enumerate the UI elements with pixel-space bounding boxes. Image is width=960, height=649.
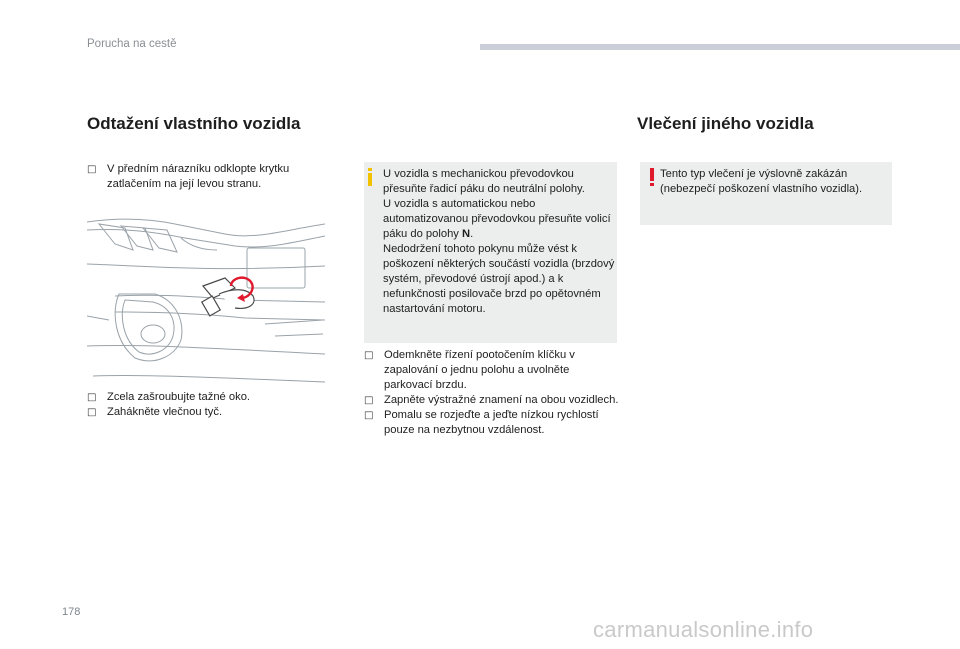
middle-steps bbox=[364, 348, 620, 438]
left-step-3-text: Zahákněte vlečnou tyč. bbox=[107, 406, 223, 418]
page-number: 178 bbox=[62, 606, 81, 618]
bullet-icon: □ bbox=[364, 410, 374, 421]
warning-text: Tento typ vlečení je výslovně zakázán (nebezpečí poškození vlastního vozidla). bbox=[660, 168, 863, 195]
bumper-illustration bbox=[85, 216, 330, 386]
bullet-icon: □ bbox=[364, 395, 374, 406]
info-box bbox=[364, 162, 617, 343]
bullet-icon: □ bbox=[87, 407, 97, 418]
info-box-text bbox=[383, 167, 615, 317]
left-step-2-text: Zcela zašroubujte tažné oko. bbox=[107, 391, 251, 403]
info-text-2: U vozidla s automatickou nebo automatizovanou převodovkou přesuňte volicí páku do polohy N. bbox=[383, 198, 611, 240]
warning-box bbox=[640, 162, 892, 225]
info-text-1: U vozidla s mechanickou převodovkou přesuňte řadicí páku do neutrální polohy. bbox=[383, 168, 585, 195]
bullet-icon: □ bbox=[87, 164, 97, 175]
header-bar bbox=[480, 44, 960, 50]
left-step-1-text: V předním nárazníku odklopte krytku zatlačením na její levou stranu. bbox=[107, 163, 290, 190]
right-heading: Vlečení jiného vozidla bbox=[637, 114, 814, 133]
info-icon bbox=[368, 168, 372, 186]
section-title: Porucha na cestě bbox=[87, 38, 177, 50]
info-text-3: Nedodržení tohoto pokynu může vést k poškození některých součástí vozidla (brzdový systém, převodové ústrojí apod.) a k nefunkčnosti posilovače brzd po opětovném nastartování motoru. bbox=[383, 243, 615, 315]
middle-step-2-text: Zapněte výstražné znamení na obou vozidlech. bbox=[384, 394, 619, 406]
middle-step-3-text: Pomalu se rozjeďte a jeďte nízkou rychlostí pouze na nezbytnou vzdálenost. bbox=[384, 409, 599, 436]
left-step-1 bbox=[87, 162, 327, 192]
middle-step-1-text: Odemkněte řízení pootočením klíčku v zapalování o jednu polohu a uvolněte parkovací brzdu. bbox=[384, 349, 575, 391]
left-heading: Odtažení vlastního vozidla bbox=[87, 114, 301, 133]
watermark: carmanualsonline.info bbox=[593, 617, 814, 642]
left-steps-2-3 bbox=[87, 390, 327, 420]
bullet-icon: □ bbox=[87, 392, 97, 403]
bullet-icon: □ bbox=[364, 350, 374, 361]
warning-icon bbox=[650, 168, 655, 186]
